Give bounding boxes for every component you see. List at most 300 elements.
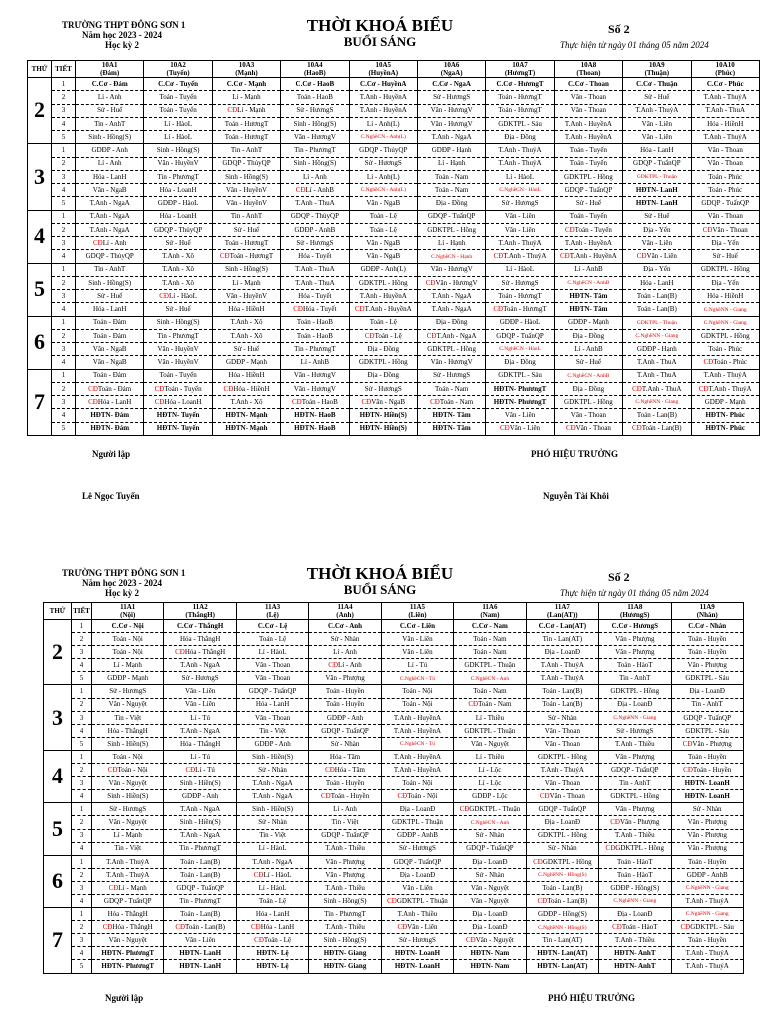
lesson-cell: CĐToán - Lệ: [236, 934, 308, 947]
lesson-cell: HĐTN- AnhT: [599, 960, 671, 973]
lesson-cell: CĐVăn - Thoan: [554, 422, 622, 435]
lesson-cell: Sử - Nhàn: [526, 711, 598, 724]
lesson-cell: C.Cơ - ThắngH: [164, 620, 236, 633]
lesson-cell: Tin - AnhT: [599, 777, 671, 790]
lesson-cell: Lí - HàoL: [144, 131, 212, 144]
lesson-cell: Lí - Tú: [381, 659, 453, 672]
lesson-cell: Sử - Huế: [76, 104, 144, 117]
lesson-cell: Tin - Việt: [309, 816, 381, 829]
lesson-cell: Toán - HàoT: [599, 659, 671, 672]
class-header: [554, 61, 622, 78]
lesson-cell: GDĐP - Hạnh: [623, 343, 691, 356]
lesson-cell: Hóa - Tuyết: [281, 290, 349, 303]
lesson-cell: GDĐP - Hồng(S): [526, 908, 598, 921]
day-label: 2: [44, 620, 72, 685]
lesson-cell: HĐTN- PhươngT: [486, 382, 554, 395]
lesson-cell: GDKTPL - Sáu: [486, 117, 554, 130]
class-code: 10A8: [580, 61, 597, 69]
lesson-cell: Sử - Nhàn: [671, 803, 743, 816]
lesson-cell: HĐTN- Tuyến: [144, 422, 212, 435]
lesson-cell: Văn - Phượng: [599, 750, 671, 763]
lesson-cell: Sử - Huế: [144, 303, 212, 316]
page-title: THỜI KHOÁ BIỂU: [306, 16, 454, 35]
lesson-cell: CĐLí - Anh: [76, 237, 144, 250]
lesson-cell: T.Anh - Xô: [144, 276, 212, 289]
lesson-cell: GDQP - TuấnQP: [623, 157, 691, 170]
period-row: [44, 790, 744, 803]
lesson-cell: Sử - Huế: [554, 197, 622, 210]
lesson-cell: Sử - HươngS: [486, 276, 554, 289]
lesson-cell: CĐLí - Tú: [164, 764, 236, 777]
class-code: 10A2: [170, 61, 186, 69]
lesson-cell: Tin - Việt: [236, 724, 308, 737]
lesson-cell: C.Cơ - Anh: [309, 620, 381, 633]
period-number: 1: [52, 78, 76, 91]
period-row: [44, 698, 744, 711]
lesson-cell: Toán - Nam: [454, 646, 526, 659]
class-header: [599, 603, 671, 620]
lesson-cell: Sinh - Hồng(S): [144, 144, 212, 157]
lesson-cell: Sử - HươngS: [381, 842, 453, 855]
period-row: [28, 303, 760, 316]
lesson-cell: Văn - Thoan: [554, 104, 622, 117]
period-row: [28, 223, 760, 236]
lesson-cell: Văn - Liên: [164, 698, 236, 711]
lesson-cell: HĐTN- LoanH: [381, 960, 453, 973]
lesson-cell: GDĐP - Anh: [164, 790, 236, 803]
class-code: 11A7: [554, 603, 570, 611]
class-code: 11A9: [699, 603, 715, 611]
lesson-cell: Địa - Đồng: [417, 316, 485, 329]
prepared-by-label: Người lập: [92, 449, 131, 459]
lesson-cell: CĐVăn - Phượng: [599, 816, 671, 829]
lesson-cell: CĐT.Anh - ThuỷA: [486, 250, 554, 263]
lesson-cell: Lí - HàoL: [236, 881, 308, 894]
lesson-cell: CĐToán - Nội: [92, 764, 164, 777]
lesson-cell: GDKTPL - Hồng: [554, 170, 622, 183]
lesson-cell: T.Anh - Xô: [144, 250, 212, 263]
lesson-cell: HĐTN- PhươngT: [486, 396, 554, 409]
lesson-cell: Văn - Liên: [381, 633, 453, 646]
period-number: 5: [72, 672, 92, 685]
period-number: 4: [72, 790, 92, 803]
period-number: 1: [72, 685, 92, 698]
period-number: 5: [52, 197, 76, 210]
lesson-cell: T.Anh - ThuỷA: [92, 855, 164, 868]
document-number: Số 2: [608, 22, 630, 36]
lesson-cell: CĐVăn - Liên: [486, 422, 554, 435]
class-code: 10A10: [715, 61, 735, 69]
period-row: [44, 737, 744, 750]
lesson-cell: GDQP - ThủyQP: [76, 250, 144, 263]
period-number: 1: [72, 803, 92, 816]
homeroom-teacher: (Phúc): [715, 69, 736, 77]
lesson-cell: Lí - Anh: [281, 170, 349, 183]
day-label: 6: [44, 855, 72, 907]
lesson-cell: Lí - Anh(L): [349, 117, 417, 130]
period-row: [44, 816, 744, 829]
lesson-cell: GDQP - TuấnQP: [486, 329, 554, 342]
lesson-cell: HĐTN- HaoB: [281, 422, 349, 435]
vice-principal-label: PHÓ HIỆU TRƯỞNG: [548, 993, 636, 1003]
lesson-cell: Tin - AnhT: [76, 263, 144, 276]
lesson-cell: Toán - Lan(B): [164, 855, 236, 868]
lesson-cell: C.Cơ - Đảm: [76, 78, 144, 91]
lesson-cell: CĐT.Anh - ThuỷA: [691, 382, 759, 395]
lesson-cell: HĐTN- LoanH: [381, 947, 453, 960]
period-number: 3: [72, 881, 92, 894]
period-number: 4: [72, 842, 92, 855]
period-number: 5: [72, 737, 92, 750]
day-label: 5: [28, 263, 52, 316]
lesson-cell: Lí - Anh: [309, 803, 381, 816]
homeroom-teacher: (Thoan): [576, 69, 601, 77]
period-row: [44, 842, 744, 855]
lesson-cell: CĐToán - Huyền: [671, 764, 743, 777]
lesson-cell: Hóa - LanH: [623, 276, 691, 289]
lesson-cell: Văn - HươngV: [417, 117, 485, 130]
lesson-cell: Tin - PhươngT: [164, 894, 236, 907]
period-number: 1: [72, 908, 92, 921]
period-number: 2: [72, 764, 92, 777]
lesson-cell: HĐTN- Đảm: [76, 422, 144, 435]
lesson-cell: Lí - Tú: [164, 750, 236, 763]
lesson-cell: C.NghềNN - Giang: [599, 711, 671, 724]
lesson-cell: Địa - LoanĐ: [454, 855, 526, 868]
timetable-sheet-grade11: [0, 556, 768, 1003]
lesson-cell: GDQP - TuấnQP: [417, 210, 485, 223]
lesson-cell: C.NghềCN - HàoL: [486, 343, 554, 356]
lesson-cell: Địa - Đồng: [349, 343, 417, 356]
lesson-cell: Toán - Đảm: [76, 369, 144, 382]
lesson-cell: Sử - Nhàn: [309, 737, 381, 750]
title-block: [285, 16, 475, 49]
period-number: 3: [52, 170, 76, 183]
lesson-cell: Toán - Tuyến: [144, 369, 212, 382]
period-number: 4: [72, 659, 92, 672]
lesson-cell: C.NghềNN - Giang: [671, 908, 743, 921]
lesson-cell: HĐTN- PhươngT: [92, 960, 164, 973]
lesson-cell: Tin - Việt: [92, 711, 164, 724]
lesson-cell: CĐHóa - LoanH: [144, 396, 212, 409]
lesson-cell: HĐTN- Mạnh: [212, 409, 280, 422]
lesson-cell: Văn - Thoan: [691, 157, 759, 170]
class-code: 11A6: [482, 603, 498, 611]
lesson-cell: C.NghềNN - Giang: [623, 329, 691, 342]
lesson-cell: Toán - HàoT: [599, 855, 671, 868]
lesson-cell: Sử - HươngS: [164, 672, 236, 685]
school-year: Năm học 2023 - 2024: [82, 30, 162, 40]
period-row: [44, 908, 744, 921]
lesson-cell: Lí - Hạnh: [417, 237, 485, 250]
lesson-cell: CĐHóa - Tuyết: [281, 303, 349, 316]
lesson-cell: Địa - Đồng: [349, 369, 417, 382]
lesson-cell: Toán - Huyền: [671, 633, 743, 646]
lesson-cell: C.Cơ - HươngS: [599, 620, 671, 633]
lesson-cell: Sử - Huế: [76, 290, 144, 303]
lesson-cell: C.NghềCN - Tú: [381, 737, 453, 750]
lesson-cell: Sinh - Hiền(S): [164, 816, 236, 829]
lesson-cell: Toán - HươngT: [486, 290, 554, 303]
homeroom-teacher: (ThắngH): [185, 611, 215, 619]
lesson-cell: Văn - Thoan: [691, 144, 759, 157]
lesson-cell: GDQP - TuấnQP: [164, 881, 236, 894]
lesson-cell: GDQP - ThủyQP: [144, 223, 212, 236]
lesson-cell: CĐToán - Nam: [417, 396, 485, 409]
homeroom-teacher: (NgaA): [440, 69, 463, 77]
title-block: [285, 564, 475, 597]
period-number: 3: [52, 396, 76, 409]
period-row: [28, 250, 760, 263]
period-number: 3: [52, 290, 76, 303]
lesson-cell: GDKTPL - Thuận: [623, 170, 691, 183]
lesson-cell: Sinh - Hồng(S): [281, 157, 349, 170]
homeroom-teacher: (HươngS): [620, 611, 650, 619]
lesson-cell: T.Anh - ThuA: [281, 276, 349, 289]
lesson-cell: Văn - HuyềnV: [212, 197, 280, 210]
lesson-cell: Sử - Huế: [691, 250, 759, 263]
lesson-cell: CĐVăn - NgaB: [349, 396, 417, 409]
lesson-cell: GDKTPL - Hồng: [349, 356, 417, 369]
lesson-cell: GDKTPL - Hồng: [691, 329, 759, 342]
lesson-cell: Địa - Đồng: [417, 197, 485, 210]
lesson-cell: GDKTPL - Hồng: [599, 790, 671, 803]
lesson-cell: HĐTN- LanH: [623, 197, 691, 210]
prepared-by-label: Người lập: [105, 993, 144, 1003]
lesson-cell: T.Anh - ThuỷA: [486, 144, 554, 157]
period-row: [44, 633, 744, 646]
lesson-cell: CĐToán - Đảm: [76, 382, 144, 395]
lesson-cell: HĐTN- Lan(AT): [526, 947, 598, 960]
lesson-cell: Sinh - Hồng(S): [76, 131, 144, 144]
lesson-cell: T.Anh - Thiều: [381, 908, 453, 921]
lesson-cell: Toán - HaoB: [281, 329, 349, 342]
period-row: [44, 646, 744, 659]
lesson-cell: C.Cơ - Liên: [381, 620, 453, 633]
period-row: [28, 144, 760, 157]
lesson-cell: Sử - Nhàn: [454, 829, 526, 842]
lesson-cell: C.NghềCN - Anh(L): [349, 184, 417, 197]
lesson-cell: Sử - HươngS: [486, 197, 554, 210]
period-number: 4: [52, 184, 76, 197]
lesson-cell: HĐTN- Phúc: [691, 422, 759, 435]
period-row: [28, 210, 760, 223]
lesson-cell: Văn - Phượng: [671, 816, 743, 829]
lesson-cell: Tin - PhươngT: [144, 329, 212, 342]
lesson-cell: C.NghềNN - Giang: [691, 303, 759, 316]
lesson-cell: HĐTN- Giang: [309, 947, 381, 960]
lesson-cell: CĐHóa - LanH: [76, 396, 144, 409]
lesson-cell: T.Anh - NgaA: [236, 790, 308, 803]
lesson-cell: C.Cơ - Nhàn: [671, 620, 743, 633]
period-row: [44, 750, 744, 763]
lesson-cell: Tin - PhươngT: [309, 908, 381, 921]
lesson-cell: C.NghềCN - Anh(L): [349, 131, 417, 144]
lesson-cell: C.Cơ - Lệ: [236, 620, 308, 633]
lesson-cell: Sử - Huế: [144, 237, 212, 250]
lesson-cell: GDQP - TuấnQP: [309, 829, 381, 842]
lesson-cell: CĐToán - Lệ: [349, 329, 417, 342]
lesson-cell: Địa - LoanĐ: [381, 803, 453, 816]
class-header: [526, 603, 598, 620]
lesson-cell: T.Anh - NgaA: [236, 855, 308, 868]
lesson-cell: Sinh - Hồng(S): [309, 894, 381, 907]
period-row: [44, 921, 744, 934]
period-number: 2: [72, 921, 92, 934]
lesson-cell: CĐToán - Lan(B): [526, 894, 598, 907]
lesson-cell: Văn - HươngV: [417, 104, 485, 117]
period-number: 3: [72, 711, 92, 724]
period-row: [44, 764, 744, 777]
homeroom-teacher: (Lệ): [266, 611, 279, 619]
lesson-cell: Lí - Thiều: [454, 711, 526, 724]
lesson-cell: T.Anh - NgaA: [417, 131, 485, 144]
lesson-cell: Văn - Phượng: [599, 646, 671, 659]
lesson-cell: GDĐP - Anh: [236, 737, 308, 750]
lesson-cell: T.Anh - NgaA: [417, 290, 485, 303]
lesson-cell: Địa - LoanĐ: [526, 816, 598, 829]
lesson-cell: CĐT.Anh - HuyềnA: [554, 250, 622, 263]
period-number: 4: [52, 250, 76, 263]
lesson-cell: CĐLí - AnhB: [281, 184, 349, 197]
period-row: [28, 343, 760, 356]
lesson-cell: Sử - Huế: [212, 343, 280, 356]
lesson-cell: GDQP - TuấnQP: [309, 724, 381, 737]
lesson-cell: Toán - Lan(B): [623, 290, 691, 303]
lesson-cell: CĐHóa - HiềnH: [212, 382, 280, 395]
lesson-cell: Văn - Thoan: [236, 672, 308, 685]
lesson-cell: T.Anh - ThuỷA: [526, 659, 598, 672]
period-row: [28, 396, 760, 409]
lesson-cell: Toán - Nội: [381, 698, 453, 711]
lesson-cell: Lí - Lộc: [454, 777, 526, 790]
period-row: [44, 894, 744, 907]
lesson-cell: Tin - PhươngT: [164, 842, 236, 855]
class-header: [486, 61, 554, 78]
class-code: 10A7: [512, 61, 528, 69]
lesson-cell: Toán - HaoB: [281, 91, 349, 104]
lesson-cell: C.NghềNN - Giang: [623, 396, 691, 409]
lesson-cell: Văn - NgaB: [349, 237, 417, 250]
lesson-cell: HĐTN- LoanH: [671, 790, 743, 803]
lesson-cell: Toán - Phúc: [691, 184, 759, 197]
lesson-cell: Toán - Lệ: [349, 210, 417, 223]
period-row: [44, 659, 744, 672]
lesson-cell: Địa - LoanĐ: [454, 921, 526, 934]
class-code: 11A4: [337, 603, 353, 611]
lesson-cell: Địa - Yến: [623, 223, 691, 236]
lesson-cell: GDQP - TuấnQP: [671, 711, 743, 724]
homeroom-teacher: (Anh): [336, 611, 354, 619]
lesson-cell: T.Anh - ThuỷA: [691, 91, 759, 104]
class-header: [144, 61, 212, 78]
period-row: [44, 855, 744, 868]
lesson-cell: Địa - LoanĐ: [526, 646, 598, 659]
lesson-cell: Hóa - HiềnH: [691, 290, 759, 303]
lesson-cell: GDĐP - Hạnh: [417, 144, 485, 157]
period-row: [28, 117, 760, 130]
session-label: BUỔI SÁNG: [343, 34, 417, 49]
lesson-cell: CĐVăn - Thoan: [526, 790, 598, 803]
lesson-cell: Lí - Hạnh: [417, 157, 485, 170]
lesson-cell: T.Anh - HuyềnA: [554, 237, 622, 250]
semester: Học kỳ 2: [104, 588, 139, 598]
lesson-cell: C.NghềCN - Anh: [454, 816, 526, 829]
lesson-cell: Toán - Nội: [92, 750, 164, 763]
lesson-cell: Sinh - Hiền(S): [236, 803, 308, 816]
lesson-cell: GDQP - TuấnQP: [554, 184, 622, 197]
lesson-cell: Tin - Việt: [92, 842, 164, 855]
period-row: [44, 777, 744, 790]
lesson-cell: GDQP - ThủyQP: [281, 210, 349, 223]
lesson-cell: Toán - Lệ: [236, 633, 308, 646]
lesson-cell: Lí - Anh: [76, 157, 144, 170]
lesson-cell: C.Cơ - Thoan: [554, 78, 622, 91]
lesson-cell: CĐToán - HươngT: [212, 250, 280, 263]
lesson-cell: Văn - Nguyệt: [92, 777, 164, 790]
lesson-cell: Hóa - LanH: [623, 144, 691, 157]
lesson-cell: Sử - Nhàn: [236, 816, 308, 829]
lesson-cell: Sinh - Hồng(S): [76, 276, 144, 289]
lesson-cell: Sử - HươngS: [92, 685, 164, 698]
lesson-cell: GDQP - ThủyQP: [212, 157, 280, 170]
lesson-cell: C.Cơ - Nam: [454, 620, 526, 633]
lesson-cell: GDQP - TuấnQP: [381, 855, 453, 868]
lesson-cell: GDKTPL - Sáu: [486, 369, 554, 382]
lesson-cell: Hóa - LanH: [76, 303, 144, 316]
lesson-cell: CĐLí - HàoL: [144, 290, 212, 303]
page-title: THỜI KHOÁ BIỂU: [306, 564, 454, 583]
lesson-cell: T.Anh - ThuỷA: [623, 104, 691, 117]
lesson-cell: GDĐP - Mạnh: [554, 316, 622, 329]
lesson-cell: Văn - HuyềnV: [212, 184, 280, 197]
lesson-cell: CĐVăn - Thoan: [691, 223, 759, 236]
period-row: [28, 131, 760, 144]
lesson-cell: GDQP - TuấnQP: [599, 764, 671, 777]
lesson-cell: Toán - Huyền: [309, 698, 381, 711]
period-number: 4: [72, 947, 92, 960]
lesson-cell: Tin - AnhT: [671, 698, 743, 711]
lesson-cell: Lí - Mạnh: [92, 829, 164, 842]
lesson-cell: Sử - Nhàn: [236, 764, 308, 777]
class-code: 10A1: [101, 61, 118, 69]
lesson-cell: Văn - Nguyệt: [92, 934, 164, 947]
lesson-cell: T.Anh - ThuỷA: [691, 131, 759, 144]
class-code: 10A3: [238, 61, 255, 69]
header-row: [28, 61, 760, 78]
lesson-cell: Toán - HàoT: [599, 868, 671, 881]
period-number: 2: [52, 223, 76, 236]
lesson-cell: T.Anh - ThuỷA: [92, 868, 164, 881]
lesson-cell: HĐTN- Lan(AT): [526, 960, 598, 973]
lesson-cell: Sử - HươngS: [281, 237, 349, 250]
lesson-cell: Lí - Anh(L): [349, 170, 417, 183]
lesson-cell: Văn - HuyềnV: [212, 290, 280, 303]
lesson-cell: Hóa - LanH: [236, 698, 308, 711]
timetable-sheet-grade10: [0, 8, 768, 501]
period-number: 4: [52, 409, 76, 422]
class-header: [623, 61, 691, 78]
period-number: 4: [52, 303, 76, 316]
lesson-cell: Toán - HươngT: [212, 131, 280, 144]
lesson-cell: T.Anh - Thiều: [309, 921, 381, 934]
lesson-cell: Toán - Huyền: [309, 777, 381, 790]
lesson-cell: C.Cơ - HươngT: [486, 78, 554, 91]
lesson-cell: Hóa - LanH: [236, 908, 308, 921]
lesson-cell: CĐT.Anh - ThuA: [623, 382, 691, 395]
lesson-cell: T.Anh - NgaA: [76, 210, 144, 223]
lesson-cell: Lí - Mạnh: [212, 91, 280, 104]
